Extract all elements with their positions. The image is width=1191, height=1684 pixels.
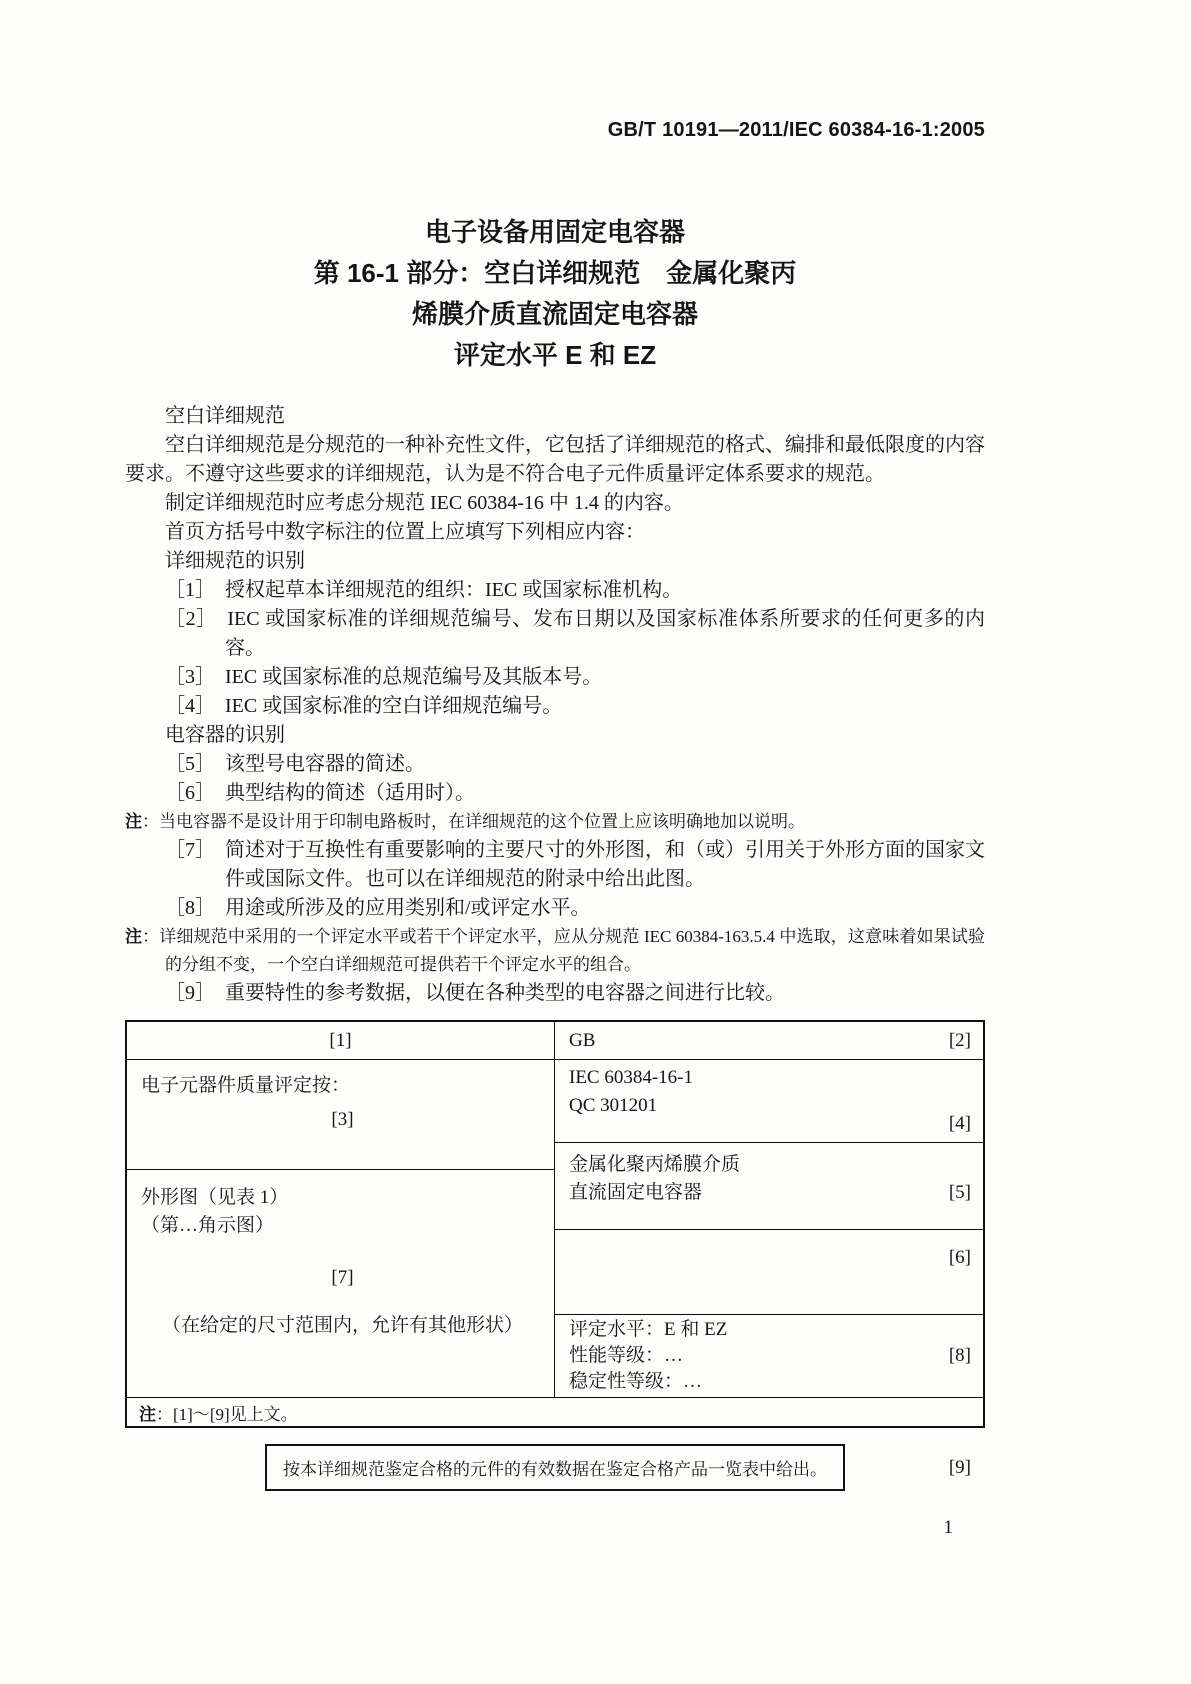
list-item-6: ［6］ 典型结构的简述（适用时）。 (165, 782, 475, 804)
table-footnote-text: ：[1]～[9]见上文。 (156, 1404, 298, 1424)
paragraph-brackets: 首页方括号中数字标注的位置上应填写下列相应内容： (165, 521, 645, 543)
bracket-tag-6: [6] (948, 1247, 971, 1268)
title-line-4: 评定水平 E 和 EZ (453, 340, 657, 370)
shape-allowance-note: （在给定的尺寸范围内，允许有其他形状） (161, 1315, 523, 1336)
table-middle (127, 1060, 983, 1398)
stability-grade-line: 稳定性等级：… (569, 1371, 703, 1392)
note-2-label: 注 (125, 927, 143, 946)
page-number: 1 (943, 1517, 953, 1538)
note-1-text: ：当电容器不是设计用于印制电路板时，在详细规范的这个位置上应该明确地加以说明。 (142, 812, 805, 831)
list-item-4: ［4］ IEC 或国家标准的空白详细规范编号。 (165, 695, 563, 717)
paragraph-intro: 空白详细规范是分规范的一种补充性文件，它包括了详细规范的格式、编排和最低限度的内容要求。不遵守这些要求的详细规范，认为是不符合电子元件质量评定体系要求的规范。 (125, 434, 985, 485)
table-cell-capacitor-type (555, 1143, 983, 1230)
document-title (125, 212, 985, 376)
paragraph-spec-identification: 详细规范的识别 (165, 550, 305, 572)
table-row-head (127, 1022, 983, 1060)
paragraph-consider: 制定详细规范时应考虑分规范 IEC 60384-16 中 1.4 的内容。 (165, 492, 684, 514)
table-left-column (127, 1060, 555, 1397)
bracket-tag-8: [8] (948, 1345, 971, 1366)
page-content (125, 0, 985, 1539)
standard-number: GB/T 10191—2011/IEC 60384-16-1:2005 (607, 119, 985, 141)
title-line-3: 烯膜介质直流固定电容器 (411, 299, 698, 329)
capacitor-type-line-1: 金属化聚丙烯膜介质 (569, 1154, 741, 1175)
table-cell-outline-drawing (127, 1170, 554, 1397)
table-cell-gb (555, 1022, 983, 1059)
qualified-products-note: 按本详细规范鉴定合格的元件的有效数据在鉴定合格产品一览表中给出。 (265, 1444, 845, 1491)
paragraph-capacitor-identification: 电容器的识别 (165, 724, 285, 746)
note-2 (125, 923, 985, 979)
qc-number-line: QC 301201 (569, 1095, 658, 1116)
table-footnote-label: 注 (139, 1404, 156, 1424)
outline-drawing-line-1: 外形图（见表 1） (141, 1187, 289, 1208)
title-line-2: 第 16-1 部分：空白详细规范 金属化聚丙 (313, 258, 797, 288)
iec-number-line: IEC 60384-16-1 (569, 1067, 694, 1088)
outline-drawing-line-2: （第…角示图） (141, 1215, 275, 1236)
body-text (125, 402, 985, 1008)
bracket-tag-5: [5] (948, 1182, 971, 1203)
bracket-tag-2: [2] (948, 1029, 971, 1051)
table-right-column (555, 1060, 983, 1397)
title-line-1: 电子设备用固定电容器 (424, 217, 685, 247)
bracket-tag-7: [7] (331, 1267, 354, 1288)
table-footnote (127, 1398, 983, 1426)
list-item-5: ［5］ 该型号电容器的简述。 (165, 753, 425, 775)
quality-assessment-text: 电子元器件质量评定按： (141, 1075, 351, 1096)
table-cell-tag1 (127, 1022, 555, 1059)
table-cell-iec-number (555, 1060, 983, 1143)
list-item-1: ［1］ 授权起草本详细规范的组织：IEC 或国家标准机构。 (165, 579, 683, 601)
table-cell-assessment-level (555, 1315, 983, 1397)
list-item-8: ［8］ 用途或所涉及的应用类别和/或评定水平。 (165, 897, 591, 919)
table-cell-structure (555, 1230, 983, 1315)
list-item-9: ［9］ 重要特性的参考数据，以便在各种类型的电容器之间进行比较。 (165, 982, 785, 1004)
bracket-tag-1: [1] (329, 1029, 352, 1051)
paragraph-heading-blank-spec: 空白详细规范 (165, 405, 285, 427)
qualified-products-row (125, 1444, 985, 1491)
list-item-2: ［2］ IEC 或国家标准的详细规范编号、发布日期以及国家标准体系所要求的任何更多的内容。 (165, 608, 985, 659)
assessment-level-line: 评定水平：E 和 EZ (569, 1319, 728, 1340)
note-1 (125, 808, 985, 836)
table-cell-quality-assessment (127, 1060, 554, 1170)
bracket-tag-4: [4] (948, 1113, 971, 1134)
gb-label: GB (569, 1029, 596, 1051)
spec-form-table (125, 1020, 985, 1428)
note-1-label: 注 (125, 812, 142, 831)
note-2-text: ：详细规范中采用的一个评定水平或若干个评定水平，应从分规范 IEC 60384-163.5.4 中选取，这意味着如果试验的分组不变，一个空白详细规范可提供若干个评定水平的组合。 (142, 927, 986, 974)
list-item-3: ［3］ IEC 或国家标准的总规范编号及其版本号。 (165, 666, 603, 688)
bracket-tag-9: [9] (948, 1456, 971, 1478)
performance-grade-line: 性能等级：… (569, 1345, 684, 1366)
capacitor-type-line-2: 直流固定电容器 (569, 1182, 703, 1203)
list-item-7: ［7］ 简述对于互换性有重要影响的主要尺寸的外形图，和（或）引用关于外形方面的国家文件或国际文件。也可以在详细规范的附录中给出此图。 (165, 839, 985, 890)
bracket-tag-3: [3] (331, 1109, 354, 1130)
